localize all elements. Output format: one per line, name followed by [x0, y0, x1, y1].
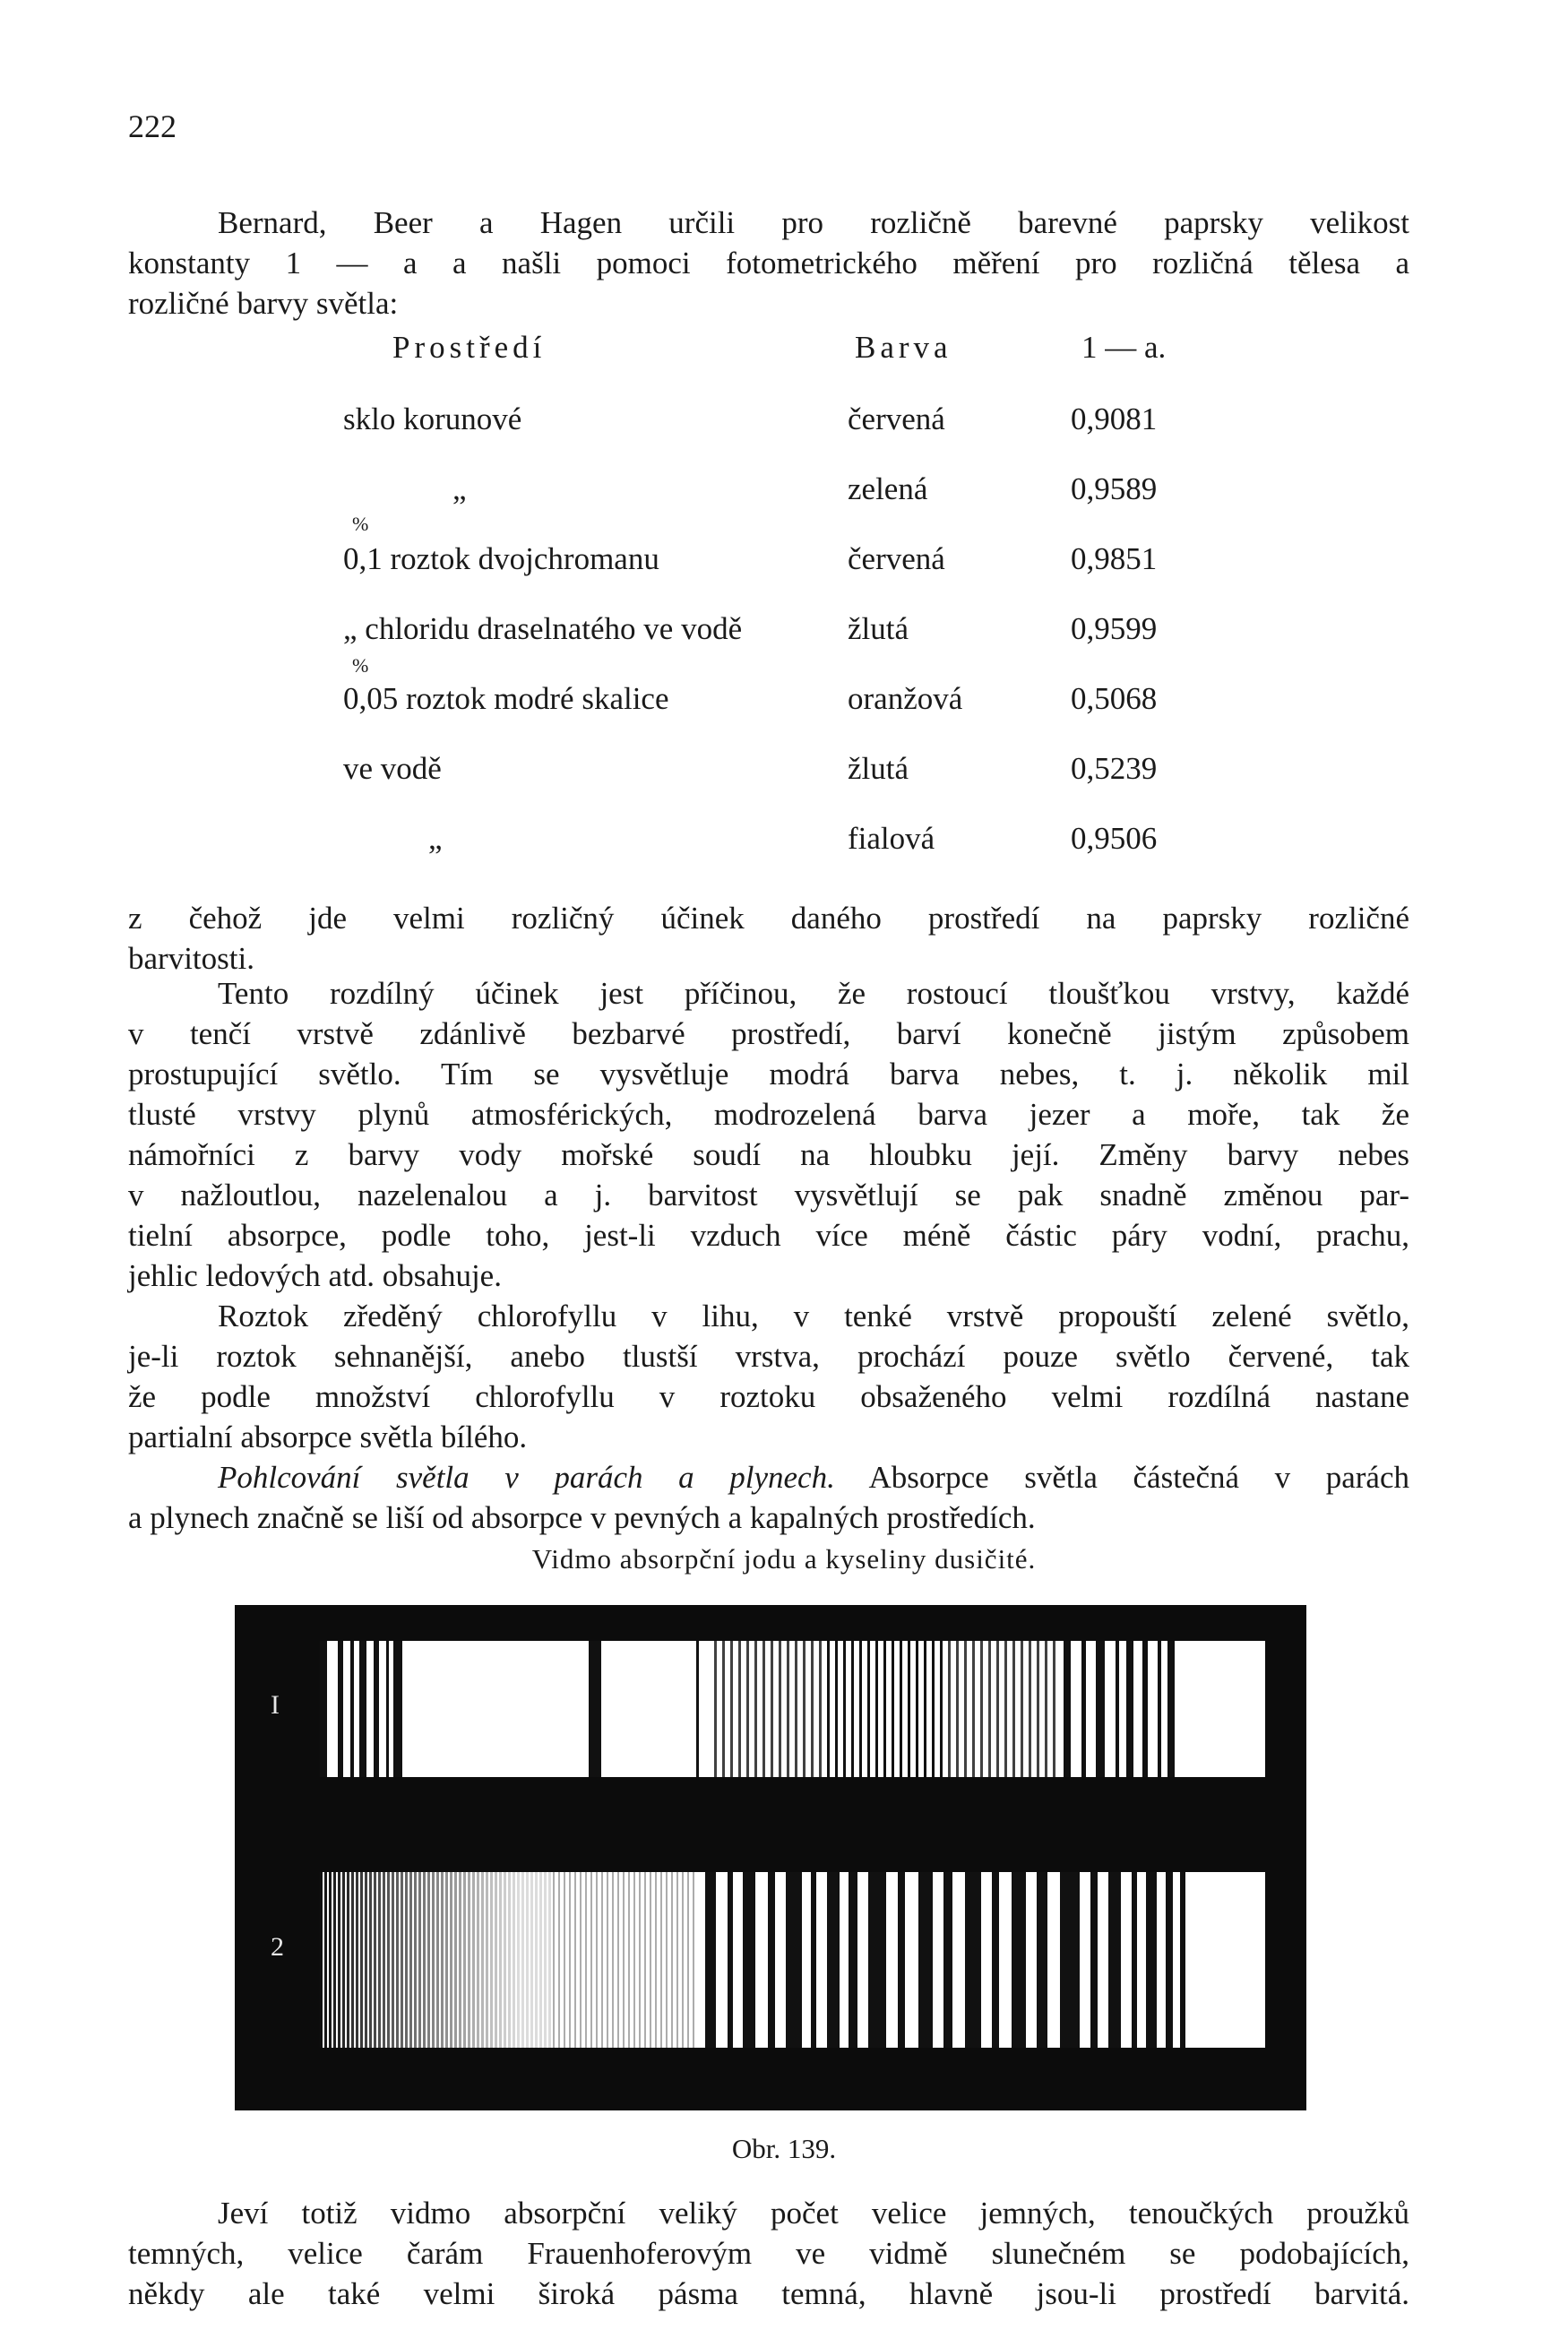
ditto-mark: „ — [452, 471, 467, 506]
table-header-medium: Prostředí — [392, 330, 547, 365]
absorption-line — [1029, 1641, 1031, 1777]
paragraph-final — [128, 2193, 1409, 2314]
absorption-line — [405, 1872, 408, 2048]
color-cell: oranžová — [848, 681, 963, 716]
absorption-line — [819, 1641, 822, 1777]
paragraph-gas-absorption — [128, 1457, 1409, 1538]
table-row — [0, 751, 1568, 796]
absorption-line — [980, 1641, 983, 1777]
absorption-line — [486, 1872, 488, 2048]
absorption-line — [883, 1641, 886, 1777]
absorption-line — [964, 1641, 967, 1777]
absorption-line — [660, 1872, 662, 2048]
absorption-line — [463, 1872, 466, 2048]
absorption-line — [787, 1641, 789, 1777]
text-line: v tenčí vrstvě zdánlivě bezbarvé prostředí, barví konečně jistým způsobem — [128, 1016, 1409, 1051]
absorption-line — [612, 1872, 614, 2048]
absorption-line — [948, 1641, 951, 1777]
absorption-line — [754, 1641, 757, 1777]
absorption-line — [1096, 1641, 1105, 1777]
absorption-line — [427, 1872, 430, 2048]
absorption-line — [508, 1872, 511, 2048]
absorption-line — [714, 1641, 717, 1777]
absorption-line — [338, 1641, 343, 1777]
text-line: tlusté vrstvy plynů atmosférických, modrozelená barva jezer a moře, tak že — [128, 1097, 1409, 1132]
absorption-line — [374, 1641, 379, 1777]
percent-mark: % — [352, 513, 369, 535]
absorption-line — [728, 1872, 733, 2048]
absorption-line — [432, 1872, 435, 2048]
ditto-mark: „ — [428, 821, 443, 856]
page-number: 222 — [128, 108, 177, 144]
absorption-line — [992, 1872, 999, 2048]
figure-title: Vidmo absorpční jodu a kyseliny dusičité. — [531, 1543, 1037, 1575]
absorption-line — [1132, 1872, 1137, 2048]
absorption-line — [423, 1872, 426, 2048]
absorption-line — [633, 1872, 635, 2048]
value-cell: 0,5068 — [1071, 681, 1158, 716]
absorption-line — [639, 1872, 641, 2048]
paragraph-chlorophyll — [128, 1296, 1409, 1457]
absorption-line — [811, 1872, 816, 2048]
absorption-line — [988, 1641, 991, 1777]
medium-cell: 0,1 roztok dvojchromanu — [343, 541, 659, 576]
absorption-line — [513, 1872, 515, 2048]
absorption-line — [705, 1872, 716, 2048]
absorption-line — [676, 1872, 678, 2048]
absorption-line — [365, 1872, 367, 2048]
absorption-line — [539, 1872, 542, 2048]
absorption-line — [843, 1641, 846, 1777]
absorption-line — [504, 1872, 506, 2048]
absorption-line — [803, 1641, 806, 1777]
absorption-line — [607, 1872, 608, 2048]
absorption-line — [851, 1641, 854, 1777]
absorption-line — [628, 1872, 630, 2048]
absorption-line — [1037, 1872, 1047, 2048]
absorption-line — [730, 1641, 733, 1777]
text-line: je-li roztok sehnanější, anebo tlustší vrstva, prochází pouze světlo červené, tak — [128, 1339, 1409, 1374]
absorption-line — [535, 1872, 538, 2048]
absorption-line — [827, 1872, 840, 2048]
absorption-line — [835, 1641, 838, 1777]
absorption-line — [868, 1872, 886, 2048]
absorption-line — [771, 1641, 773, 1777]
absorption-line — [526, 1872, 529, 2048]
absorption-line — [585, 1872, 587, 2048]
absorption-line — [490, 1872, 493, 2048]
absorption-line — [1004, 1641, 1007, 1777]
text-line: námořníci z barvy vody mořské soudí na hloubku její. Změny barvy nebes — [128, 1137, 1409, 1172]
absorption-line — [956, 1641, 959, 1777]
absorption-line — [359, 1641, 366, 1777]
absorption-line — [342, 1872, 345, 2048]
absorption-line — [459, 1872, 461, 2048]
absorption-line — [324, 1872, 327, 2048]
value-cell: 0,9599 — [1071, 611, 1158, 646]
absorption-line — [687, 1872, 689, 2048]
table-row — [0, 401, 1568, 446]
absorption-line — [924, 1641, 926, 1777]
absorption-line — [762, 1641, 765, 1777]
absorption-line — [666, 1872, 668, 2048]
absorption-line — [590, 1872, 592, 2048]
absorption-line — [320, 1872, 323, 2048]
text-line: tielní absorpce, podle toho, jest-li vzduch více méně částic páry vodní, prachu, — [128, 1218, 1409, 1253]
absorption-line — [418, 1872, 421, 2048]
absorption-line — [450, 1872, 452, 2048]
absorption-line — [746, 1641, 749, 1777]
value-cell: 0,9851 — [1071, 541, 1158, 576]
absorption-line — [696, 1641, 699, 1777]
absorption-line — [827, 1641, 830, 1777]
table-header-color: Barva — [855, 330, 952, 365]
absorption-line — [378, 1872, 381, 2048]
table-row — [0, 821, 1568, 866]
absorption-line — [383, 1872, 385, 2048]
absorption-line — [1146, 1872, 1157, 2048]
absorption-line — [499, 1872, 502, 2048]
color-cell: červená — [848, 401, 945, 436]
absorption-line — [360, 1872, 363, 2048]
figure-caption: Obr. 139. — [731, 2133, 837, 2164]
text-line: partialní absorpce světla bílého. — [128, 1420, 528, 1454]
table-header-value: 1 — a. — [1081, 330, 1167, 365]
absorption-line — [1126, 1641, 1133, 1777]
absorption-line — [574, 1872, 576, 2048]
absorption-line — [477, 1872, 479, 2048]
absorption-line — [768, 1872, 775, 2048]
absorption-line — [693, 1872, 694, 2048]
medium-cell: sklo korunové — [343, 401, 522, 436]
absorption-line — [356, 1872, 358, 2048]
absorption-line — [393, 1641, 402, 1777]
absorption-line — [553, 1872, 555, 2048]
absorption-line — [441, 1872, 444, 2048]
absorption-line — [682, 1872, 684, 2048]
absorption-line — [369, 1872, 372, 2048]
absorption-line — [386, 1641, 389, 1777]
absorption-line — [580, 1872, 582, 2048]
absorption-line — [1012, 1641, 1015, 1777]
absorption-line — [1060, 1872, 1080, 2048]
absorption-line — [918, 1872, 933, 2048]
absorption-line — [350, 1641, 354, 1777]
absorption-line — [564, 1872, 565, 2048]
text-line: jehlic ledových atd. obsahuje. — [128, 1258, 502, 1293]
absorption-line — [671, 1872, 673, 2048]
absorption-line — [738, 1641, 741, 1777]
absorption-line — [932, 1641, 935, 1777]
absorption-line — [867, 1641, 870, 1777]
absorption-line — [1012, 1872, 1026, 2048]
absorption-line — [436, 1872, 439, 2048]
absorption-line — [396, 1872, 399, 2048]
absorption-line — [623, 1872, 625, 2048]
absorption-line — [655, 1872, 657, 2048]
absorption-line — [1116, 1641, 1119, 1777]
absorption-line — [859, 1641, 862, 1777]
spectrum-strip-iodine — [320, 1641, 1265, 1777]
text-line: a plynech značně se liší od absorpce v pevných a kapalných prostředích. — [128, 1500, 1036, 1535]
absorption-line — [409, 1872, 412, 2048]
absorption-line — [320, 1641, 327, 1777]
absorption-line — [454, 1872, 457, 2048]
after-table-paragraph — [128, 898, 1409, 979]
spectrum-strip-nitric-acid — [320, 1872, 1265, 2048]
text-line: rozličné barvy světla: — [128, 286, 399, 321]
absorption-line — [1045, 1641, 1047, 1777]
absorption-line — [558, 1872, 560, 2048]
absorption-line — [875, 1641, 878, 1777]
strip-label: I — [271, 1690, 280, 1720]
absorption-line — [965, 1872, 981, 2048]
absorption-line — [650, 1872, 651, 2048]
value-cell: 0,5239 — [1071, 751, 1158, 786]
absorption-line — [333, 1872, 336, 2048]
text-line: Bernard, Beer a Hagen určili pro rozličně barevné paprsky velikost — [218, 205, 1409, 240]
absorption-line — [401, 1872, 403, 2048]
absorption-line — [495, 1872, 497, 2048]
absorption-line — [1180, 1872, 1185, 2048]
absorption-line — [1021, 1641, 1023, 1777]
absorption-line — [481, 1872, 484, 2048]
absorption-line — [908, 1641, 910, 1777]
text-line: Roztok zředěný chlorofyllu v lihu, v tenké vrstvě propouští zelené světlo, — [218, 1299, 1409, 1333]
color-cell: fialová — [848, 821, 935, 856]
color-cell: žlutá — [848, 751, 909, 786]
italic-heading: Pohlcování světla v parách a plynech. — [218, 1460, 835, 1495]
text-span: Absorpce světla částečná v parách — [868, 1460, 1409, 1495]
medium-cell: 0,05 roztok modré skalice — [343, 681, 669, 716]
absorption-line — [743, 1872, 755, 2048]
absorption-line — [392, 1872, 394, 2048]
intro-paragraph — [128, 203, 1409, 324]
absorption-line — [811, 1641, 814, 1777]
table-row — [0, 681, 1568, 726]
absorption-line — [892, 1641, 894, 1777]
table-row — [0, 541, 1568, 586]
absorption-line — [996, 1641, 999, 1777]
strip-label: 2 — [271, 1932, 284, 1962]
absorption-line — [900, 1641, 902, 1777]
absorption-line — [779, 1641, 781, 1777]
absorption-line — [589, 1641, 601, 1777]
absorption-line — [338, 1872, 340, 2048]
text-line: barvitosti. — [128, 941, 254, 976]
absorption-line — [943, 1872, 952, 2048]
text-line: z čehož jde velmi rozličný účinek daného prostředí na paprsky rozličné — [128, 901, 1409, 936]
absorption-line — [1053, 1641, 1055, 1777]
absorption-line — [1037, 1641, 1039, 1777]
absorption-line — [468, 1872, 470, 2048]
absorption-line — [596, 1872, 598, 2048]
absorption-line — [1064, 1641, 1071, 1777]
text-line: Jeví totiž vidmo absorpční veliký počet velice jemných, tenoučkých proužků — [218, 2196, 1409, 2231]
medium-cell: ve vodě — [343, 751, 442, 786]
color-cell: žlutá — [848, 611, 909, 646]
absorption-line — [916, 1641, 918, 1777]
absorption-line — [898, 1872, 905, 2048]
medium-cell: „ chloridu draselnatého ve vodě — [343, 611, 743, 646]
absorption-line — [544, 1872, 547, 2048]
absorption-line — [347, 1872, 349, 2048]
absorption-line — [329, 1872, 332, 2048]
text-line: temných, velice čarám Frauenhoferovým ve vidmě slunečném se podobajících, — [128, 2236, 1409, 2271]
absorption-line — [472, 1872, 475, 2048]
text-line: prostupující světlo. Tím se vysvětluje modrá barva nebes, t. j. několik mil — [128, 1057, 1409, 1092]
absorption-line — [387, 1872, 390, 2048]
absorption-line — [374, 1872, 376, 2048]
value-cell: 0,9589 — [1071, 471, 1158, 506]
text-line: Tento rozdílný účinek jest příčinou, že rostoucí tloušťkou vrstvy, každé — [218, 976, 1409, 1011]
absorption-line — [849, 1872, 857, 2048]
text-line: v nažloutlou, nazelenalou a j. barvitost vysvětlují se pak snadně změnou par- — [128, 1178, 1409, 1212]
absorption-line — [1142, 1641, 1148, 1777]
absorption-line — [795, 1641, 797, 1777]
text-line: někdy ale také velmi široká pásma temná, hlavně jsou-li prostředí barvitá. — [128, 2276, 1409, 2311]
absorption-line — [722, 1641, 725, 1777]
absorption-line — [1090, 1872, 1098, 2048]
absorption-line — [517, 1872, 520, 2048]
color-cell: červená — [848, 541, 945, 576]
color-cell: zelená — [848, 471, 928, 506]
spectrum-figure — [235, 1605, 1306, 2110]
text-line — [128, 1457, 1409, 1497]
absorption-line — [1166, 1872, 1173, 2048]
text-line: že podle množství chlorofyllu v roztoku obsaženého velmi rozdílná nastane — [128, 1379, 1409, 1414]
percent-mark: % — [352, 654, 369, 677]
absorption-line — [521, 1872, 524, 2048]
absorption-line — [601, 1872, 603, 2048]
absorption-line — [351, 1872, 354, 2048]
absorption-line — [972, 1641, 975, 1777]
table-row — [0, 471, 1568, 516]
absorption-line — [530, 1872, 533, 2048]
absorption-line — [445, 1872, 448, 2048]
absorption-line — [1108, 1872, 1121, 2048]
value-cell: 0,9081 — [1071, 401, 1158, 436]
absorption-line — [569, 1872, 571, 2048]
table-row — [0, 611, 1568, 656]
absorption-line — [1158, 1641, 1161, 1777]
absorption-line — [940, 1641, 943, 1777]
absorption-line — [1167, 1641, 1175, 1777]
value-cell: 0,9506 — [1071, 821, 1158, 856]
absorption-line — [548, 1872, 551, 2048]
absorption-line — [644, 1872, 646, 2048]
absorption-line — [414, 1872, 417, 2048]
absorption-line — [617, 1872, 619, 2048]
absorption-line — [1081, 1641, 1086, 1777]
text-line: konstanty 1 — a a našli pomoci fotometrického měření pro rozličná tělesa a — [128, 246, 1409, 280]
paragraph-absorption-effect — [128, 973, 1409, 1296]
absorption-line — [786, 1872, 802, 2048]
